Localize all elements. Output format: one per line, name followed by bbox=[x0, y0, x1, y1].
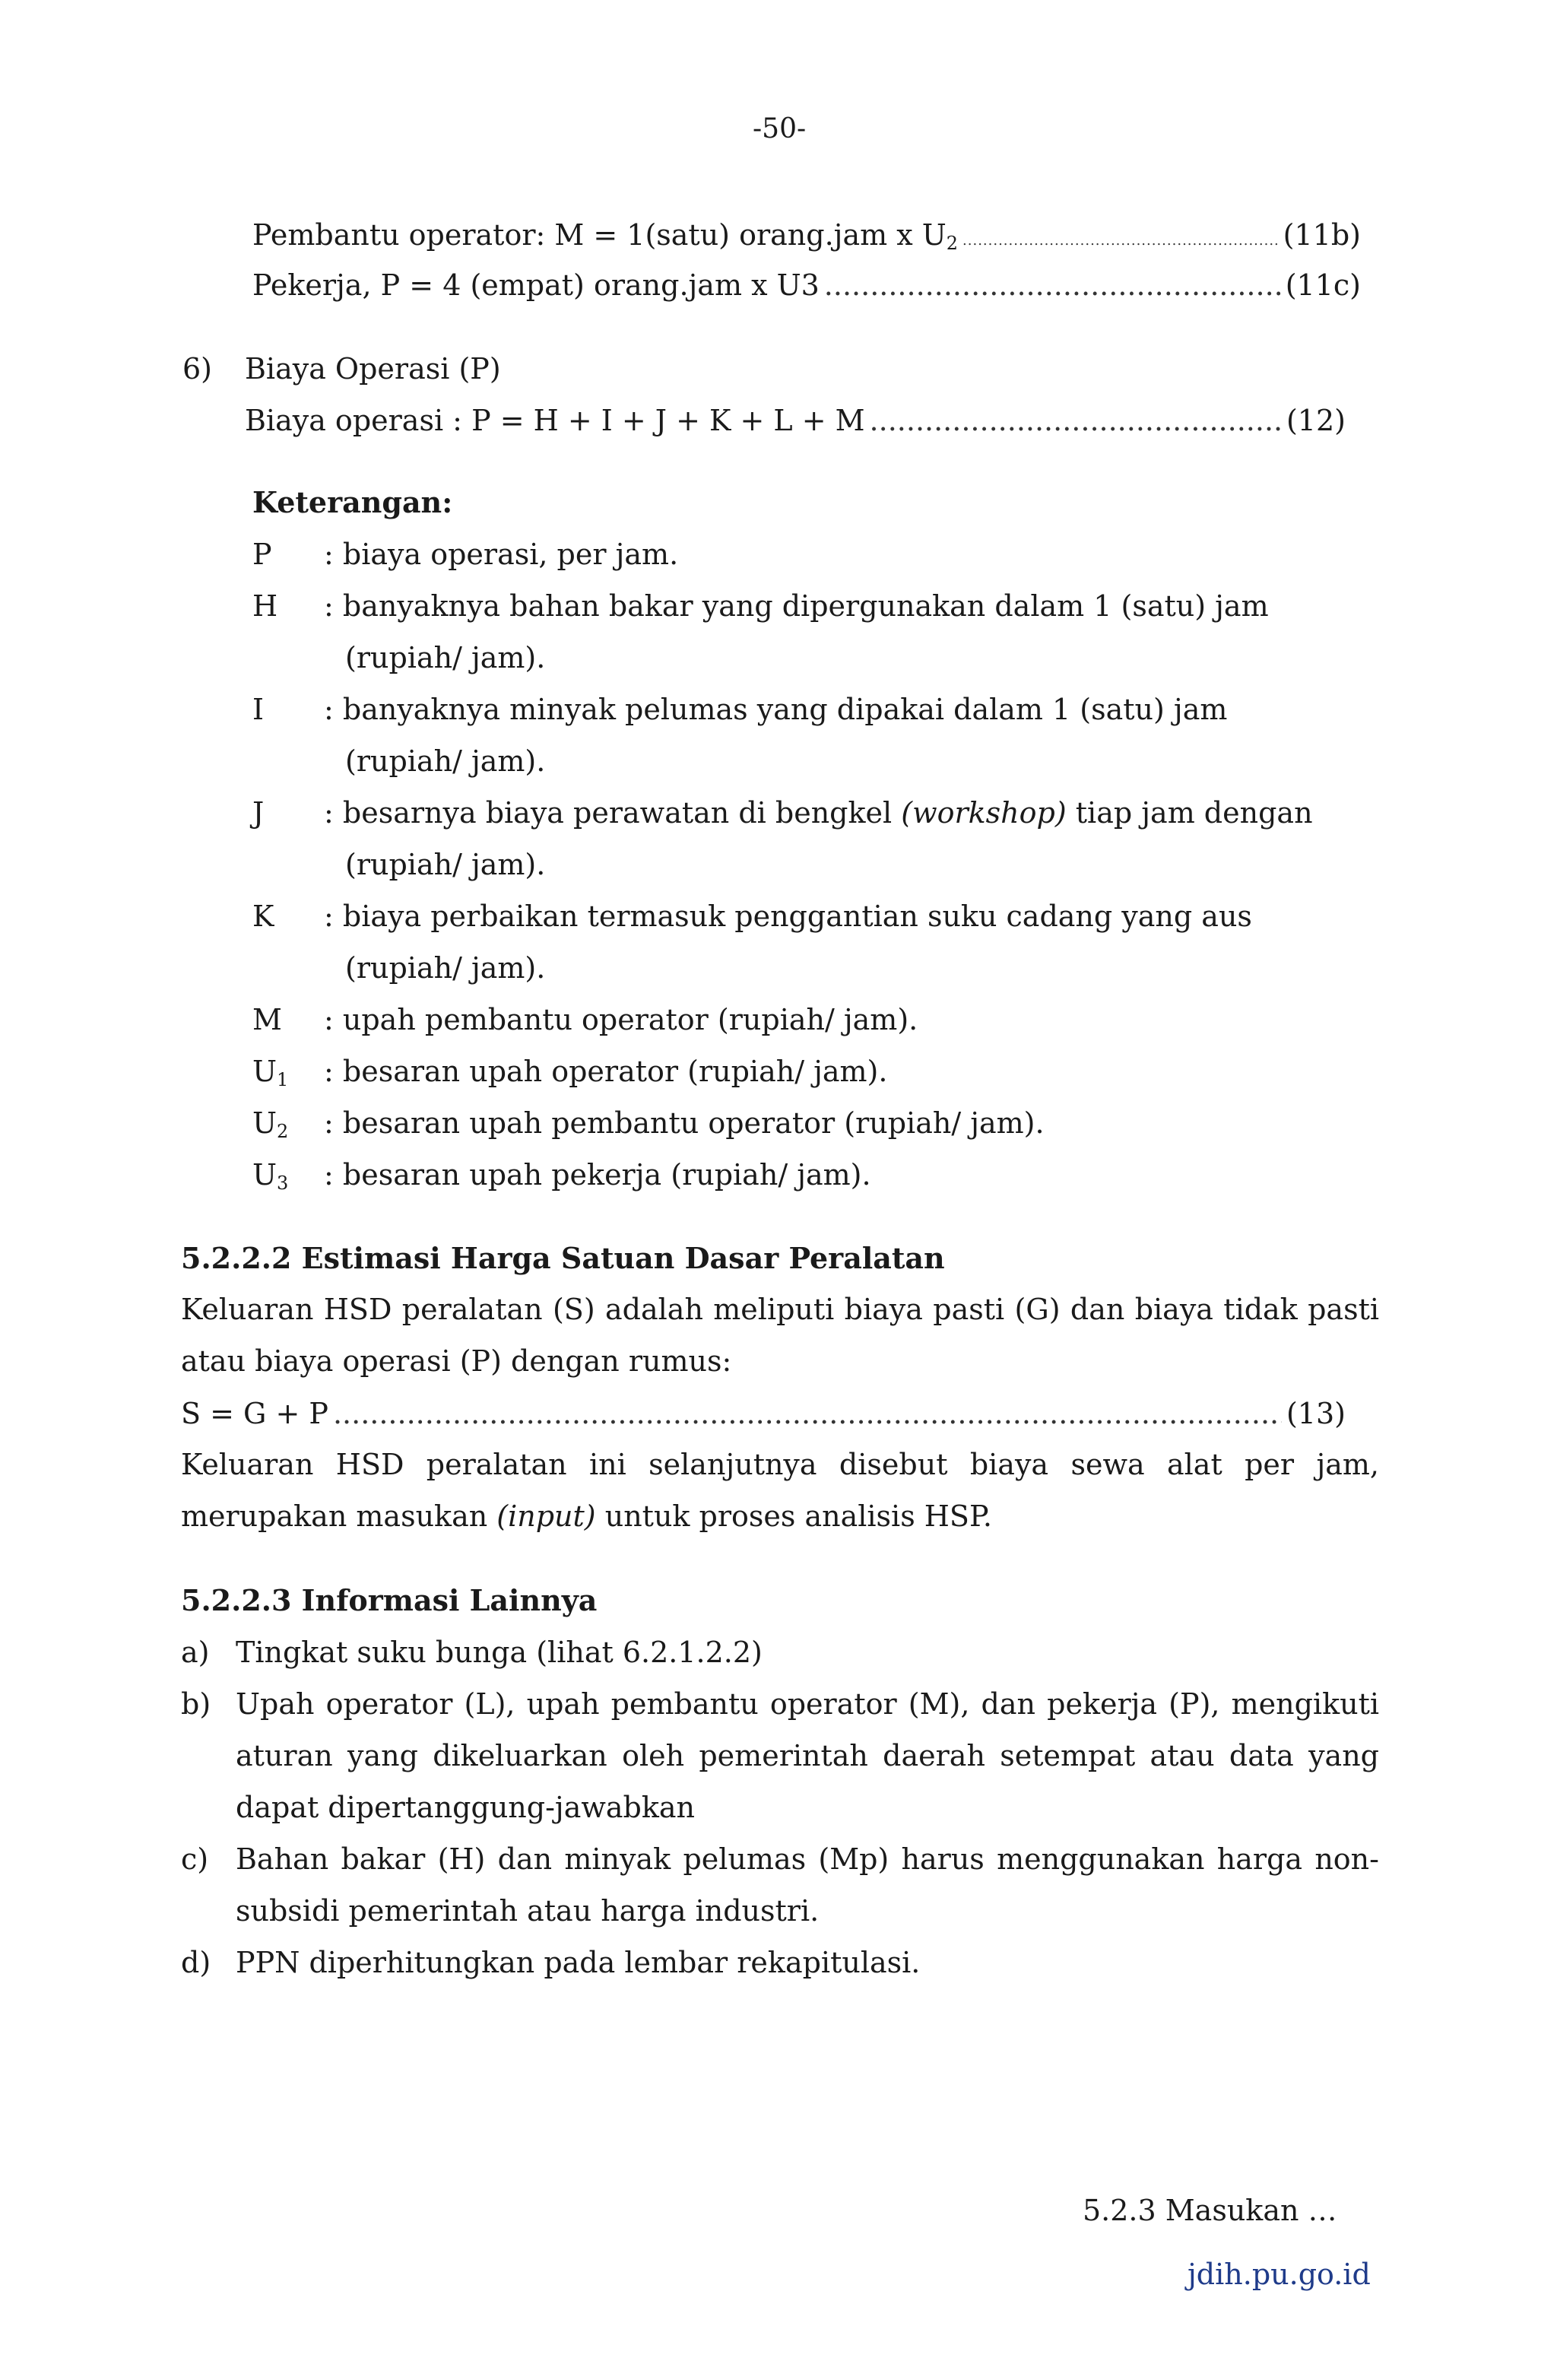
equation-number: (13) bbox=[1286, 1397, 1346, 1430]
page-number: -50- bbox=[753, 113, 807, 144]
list-item-b: Upah operator (L), upah pembantu operator (M), dan pekerja (P), mengikuti aturan yang dikeluarkan oleh pemerintah daerah setempat atau data yang dapat dipertanggung-jawabkan bbox=[236, 1687, 1379, 1824]
desc-m: : upah pembantu operator (rupiah/ jam). bbox=[324, 1003, 918, 1036]
leader-dots bbox=[870, 401, 1282, 440]
list-marker-a: a) bbox=[181, 1636, 210, 1669]
desc-k: : biaya perbaikan termasuk penggantian suku cadang yang aus bbox=[324, 900, 1252, 933]
desc-h-cont: (rupiah/ jam). bbox=[345, 641, 546, 674]
item-marker-6: 6) bbox=[182, 352, 213, 386]
section-5-2-2-2-paragraph-2: Keluaran HSD peralatan ini selanjutnya disebut biaya sewa alat per jam, merupakan masukan (input) untuk proses analisis HSP. bbox=[181, 1448, 1379, 1533]
symbol-k: K bbox=[252, 900, 274, 933]
symbol-m: M bbox=[252, 1003, 282, 1036]
equation-number: (11c) bbox=[1285, 268, 1361, 302]
desc-h: : banyaknya bahan bakar yang dipergunakan dalam 1 (satu) jam bbox=[324, 589, 1269, 623]
symbol-p: P bbox=[252, 538, 272, 571]
desc-p: : biaya operasi, per jam. bbox=[324, 538, 679, 571]
item6-title: Biaya Operasi (P) bbox=[245, 352, 501, 386]
desc-j: : besarnya biaya perawatan di bengkel (workshop) tiap jam dengan bbox=[324, 796, 1313, 830]
section-heading-5-2-2-3: 5.2.2.3 Informasi Lainnya bbox=[181, 1583, 598, 1617]
leader-dots bbox=[962, 222, 1279, 260]
equation-text: Pekerja, P = 4 (empat) orang.jam x U3 bbox=[252, 268, 820, 302]
footer-link[interactable]: jdih.pu.go.id bbox=[1188, 2258, 1371, 2291]
equation-text: Pembantu operator: M = 1(satu) orang.jam x $U_2$ bbox=[252, 218, 959, 254]
list-marker-d: d) bbox=[181, 1946, 211, 1979]
equation-11c bbox=[252, 266, 1361, 304]
equation-number: (12) bbox=[1286, 404, 1346, 437]
list-marker-b: b) bbox=[181, 1687, 211, 1721]
list-item-a: Tingkat suku bunga (lihat 6.2.1.2.2) bbox=[236, 1636, 763, 1669]
desc-i-cont: (rupiah/ jam). bbox=[345, 744, 546, 778]
symbol-u2: $U_2$ bbox=[252, 1106, 289, 1142]
symbol-i: I bbox=[252, 693, 265, 726]
symbol-h: H bbox=[252, 589, 278, 623]
equation-text: S = G + P bbox=[181, 1397, 328, 1430]
equation-number: (11b) bbox=[1283, 218, 1361, 252]
symbol-u3: $U_3$ bbox=[252, 1158, 289, 1194]
desc-i: : banyaknya minyak pelumas yang dipakai dalam 1 (satu) jam bbox=[324, 693, 1228, 726]
equation-13 bbox=[181, 1395, 1346, 1433]
equation-11b bbox=[252, 216, 1361, 260]
section-heading-5-2-2-2: 5.2.2.2 Estimasi Harga Satuan Dasar Peralatan bbox=[181, 1241, 945, 1275]
continuation-note: 5.2.3 Masukan … bbox=[1083, 2194, 1337, 2227]
list-marker-c: c) bbox=[181, 1842, 209, 1876]
desc-j-cont: (rupiah/ jam). bbox=[345, 848, 546, 881]
desc-u3: : besaran upah pekerja (rupiah/ jam). bbox=[324, 1158, 871, 1192]
symbol-j: J bbox=[252, 796, 265, 830]
keterangan-heading: Keterangan: bbox=[252, 485, 453, 519]
list-item-d: PPN diperhitungkan pada lembar rekapitulasi. bbox=[236, 1946, 921, 1979]
section-5-2-2-2-paragraph-1: Keluaran HSD peralatan (S) adalah meliputi biaya pasti (G) dan biaya tidak pasti atau biaya operasi (P) dengan rumus: bbox=[181, 1293, 1379, 1378]
symbol-u1: $U_1$ bbox=[252, 1055, 289, 1090]
desc-u1: : besaran upah operator (rupiah/ jam). bbox=[324, 1055, 888, 1088]
leader-dots bbox=[824, 266, 1281, 304]
leader-dots bbox=[333, 1395, 1282, 1433]
desc-k-cont: (rupiah/ jam). bbox=[345, 951, 546, 985]
desc-u2: : besaran upah pembantu operator (rupiah/ jam). bbox=[324, 1106, 1045, 1140]
equation-text: Biaya operasi : P = H + I + J + K + L + M bbox=[245, 404, 865, 437]
list-item-c: Bahan bakar (H) dan minyak pelumas (Mp) harus menggunakan harga non-subsidi pemerintah atau harga industri. bbox=[236, 1842, 1379, 1928]
equation-12 bbox=[245, 401, 1346, 440]
